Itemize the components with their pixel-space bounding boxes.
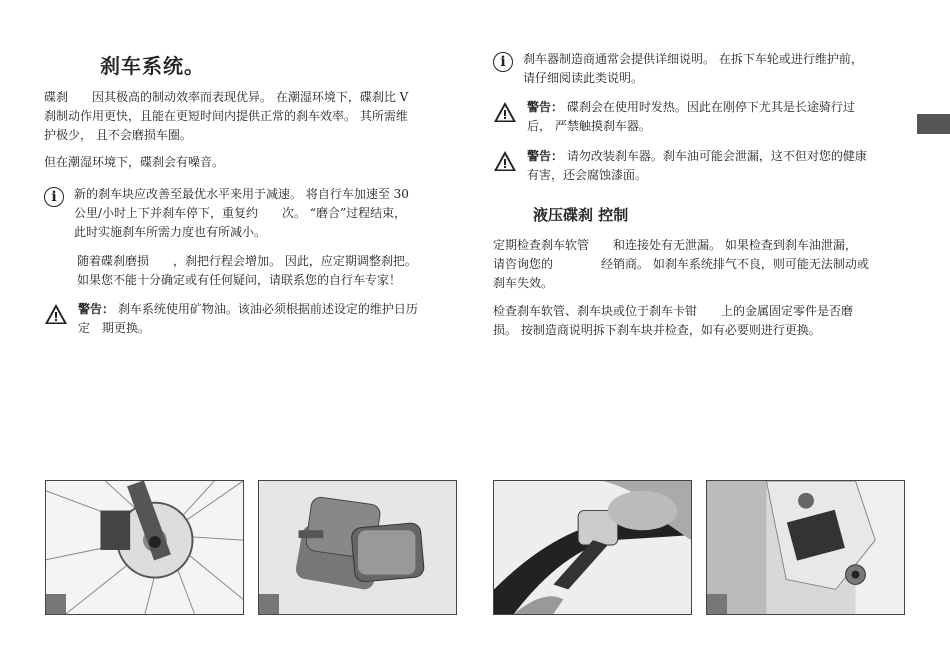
photo-disc-brake-wheel (45, 480, 244, 615)
text-line: 刹车器制造商通常会提供详细说明。 在拆下车轮或进行维护前， (523, 52, 863, 66)
info-icon: i (493, 52, 513, 72)
warning-text (527, 147, 867, 185)
warning-triangle-icon (493, 150, 517, 172)
text-line: 随着碟刹磨损 ，刹把行程会增加。 因此，应定期调整刹把。 (77, 254, 417, 268)
info-text (74, 185, 409, 242)
photo-corner-marker (46, 594, 66, 614)
noise-note (44, 153, 456, 172)
text-line: 请仔细阅读此类说明。 (523, 71, 644, 85)
warning-mineral-oil (44, 300, 456, 338)
warning-label: 警告： (527, 149, 564, 163)
info-note-manufacturer (493, 50, 905, 88)
text-line: 检查刹车软管、刹车块或位于刹车卡钳 上的金属固定零件是否磨 (493, 304, 854, 318)
section-title: 刹车系统。 (100, 54, 205, 78)
text-line: 请勿改装刹车器。刹车油可能会泄漏，这不但对您的健康 (563, 149, 867, 163)
info-text (523, 50, 863, 88)
text-line: 但在潮湿环境下，碟刹会有噪音。 (44, 155, 225, 169)
disc-brake-intro (44, 88, 456, 145)
text-line: 刹车失效。 (493, 276, 554, 290)
text-line: 公里/小时上下并刹车停下，重复约 次。 “磨合”过程结束， (74, 206, 407, 220)
text-line: 定 期更换。 (78, 321, 151, 335)
hose-check-para (493, 236, 908, 293)
text-line: 定期检查刹车软管 和连接处有无泄漏。 如果检查到刹车油泄漏， (493, 238, 857, 252)
warning-triangle-icon (493, 101, 517, 123)
text-line: 护极少， 且不会磨损车圈。 (44, 128, 192, 142)
photo-brake-lever (493, 480, 692, 615)
wear-note (77, 252, 457, 290)
subsection-title: 液压碟刹 控制 (533, 206, 629, 224)
text-line: 如果您不能十分确定或有任何疑问，请联系您的自行车专家！ (77, 273, 402, 287)
warning-modify-brake (493, 147, 905, 185)
text-line: 刹车系统使用矿物油。该油必须根据前述设定的维护日历 (114, 302, 418, 316)
text-line: 碟刹 因其极高的制动效率而表现优异。 在潮湿环境下，碟刹比 V (44, 90, 409, 104)
chapter-tab-marker (917, 114, 950, 134)
warning-label: 警告： (527, 100, 564, 114)
warning-triangle-icon (44, 303, 68, 325)
photo-brake-caliper (706, 480, 905, 615)
warning-text (527, 98, 855, 136)
photo-brake-pads (258, 480, 457, 615)
warning-hot-brake (493, 98, 905, 136)
text-line: 刹制动作用更快，且能在更短时间内提供正常的刹车效率。 其所需维 (44, 109, 408, 123)
text-line: 有害，还会腐蚀漆面。 (527, 168, 648, 182)
text-line: 请咨询您的 经销商。 如刹车系统排气不良，则可能无法制动或 (493, 257, 869, 271)
text-line: 碟刹会在使用时发热。因此在刚停下尤其是长途骑行过 (563, 100, 855, 114)
info-note-break-in (44, 185, 456, 242)
text-line: 损。 按制造商说明拆下刹车块并检查，如有必要则进行更换。 (493, 323, 821, 337)
pad-check-para (493, 302, 905, 340)
photo-corner-marker (707, 594, 727, 614)
info-icon: i (44, 187, 64, 207)
text-line: 新的刹车块应改善至最优水平来用于减速。 将自行车加速至 30 (74, 187, 409, 201)
warning-text (78, 300, 418, 338)
text-line: 此时实施刹车所需力度也有所减小。 (74, 225, 267, 239)
text-line: 后， 严禁触摸刹车器。 (527, 119, 651, 133)
photo-corner-marker (259, 594, 279, 614)
warning-label: 警告： (78, 302, 115, 316)
